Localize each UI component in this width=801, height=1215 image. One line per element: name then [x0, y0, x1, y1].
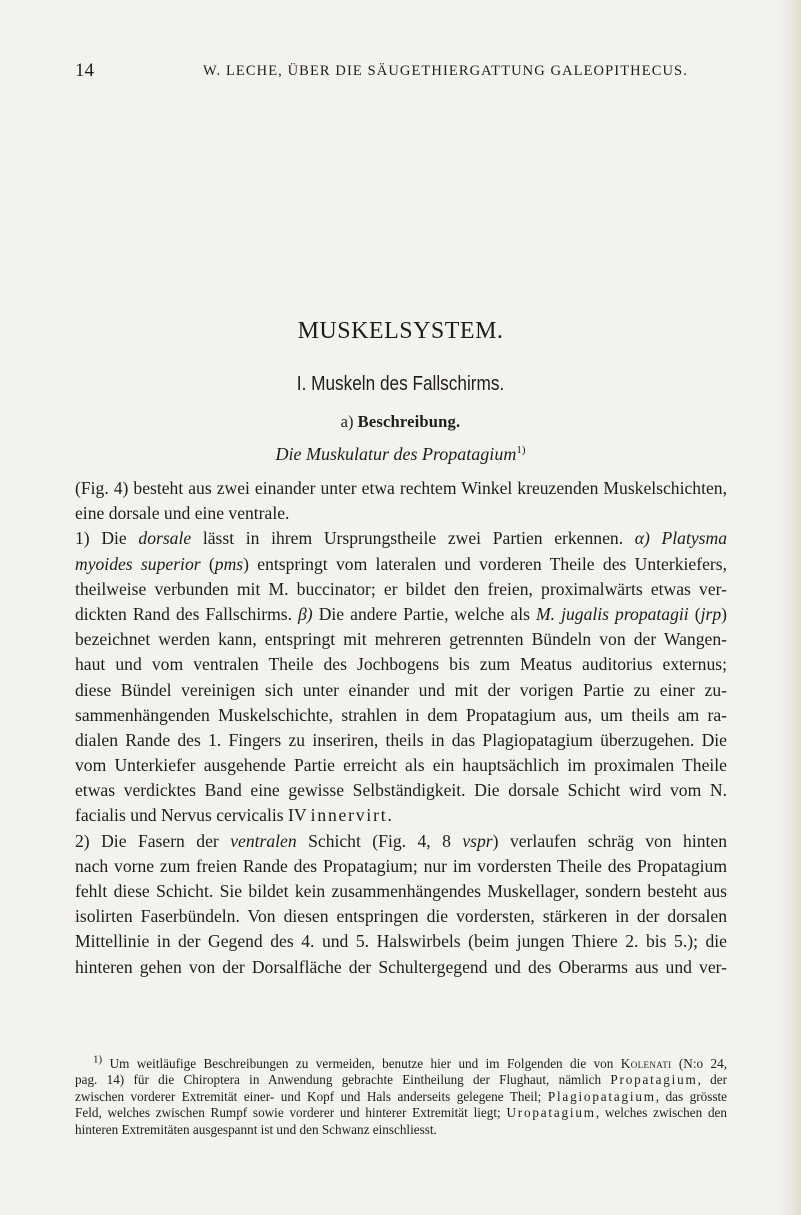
text-segment: sammenhängenden Muskelschichte, strahlen in dem Propatagium aus, um theils am ra- — [75, 704, 727, 725]
text-segment: diese Bündel vereinigen sich unter einander und mit der vorigen Partie zu einer zu- — [75, 679, 727, 700]
sub-heading-title: Beschreibung. — [357, 412, 461, 431]
body-line — [75, 577, 727, 602]
text-segment: ( — [688, 603, 701, 624]
body-line — [75, 955, 727, 980]
text-segment: theilweise verbunden mit M. buccinator; er bildet den freien, proximalwärts etwas ver- — [75, 578, 727, 599]
text-segment: vom Unterkiefer ausgehende Partie erreicht als ein hauptsächlich im proximalen Theile — [75, 755, 727, 776]
text-segment: Um weitläufige Beschreibungen zu vermeiden, benutze hier und im Folgenden die von — [102, 1056, 621, 1071]
text-segment: dorsale — [138, 528, 192, 549]
text-segment: jrp — [700, 603, 722, 624]
text-segment: Propatagium — [610, 1072, 698, 1088]
text-segment: innervirt. — [310, 805, 394, 826]
body-line — [75, 929, 727, 954]
text-segment: ) verlaufen schräg von hinten — [492, 830, 727, 851]
body-line — [75, 652, 727, 677]
body-line — [75, 829, 727, 854]
text-segment: Uropatagium — [506, 1105, 596, 1121]
text-segment: bezeichnet werden kann, entspringt mit mehreren getrennten Bündeln von der Wangen- — [75, 629, 727, 650]
footnote-line — [75, 1105, 727, 1121]
body-line — [75, 526, 727, 551]
text-segment: , der — [697, 1072, 727, 1088]
text-segment: dickten Rand des Fallschirms. — [75, 603, 299, 624]
text-segment: fehlt diese Schicht. Sie bildet kein zusammenhängendes Muskellager, sondern besteht aus — [75, 881, 727, 901]
body-line — [75, 803, 727, 828]
running-header — [75, 60, 726, 84]
footnote-line — [75, 1072, 727, 1088]
running-header-title: W. LECHE, ÜBER DIE SÄUGETHIERGATTUNG GALEOPITHECUS. — [203, 63, 688, 79]
footnote-line — [75, 1089, 727, 1105]
footnote — [75, 1053, 727, 1138]
body-line — [75, 476, 727, 501]
subsection-title: I. Muskeln des Fallschirms. — [296, 373, 505, 395]
text-segment: (N:o 24, — [671, 1056, 727, 1071]
body-line — [75, 879, 727, 904]
text-segment: Die andere Partie, welche als — [312, 603, 536, 624]
text-segment: zwischen vorderer Extremität einer- und Kopf und Hals anderseits gelegene Theil; — [75, 1088, 548, 1104]
text-segment: , welches zwischen den — [595, 1105, 727, 1121]
text-segment: pms — [214, 553, 244, 574]
text-segment: hinteren gehen von der Dorsalfläche der Schultergegend und des Oberarms aus und ver- — [75, 956, 727, 977]
body-line — [75, 552, 727, 577]
text-segment: ventralen — [230, 830, 297, 851]
body-line — [75, 703, 727, 728]
text-segment: α) Platysma — [634, 528, 727, 549]
text-segment: Mittellinie in der Gegend des 4. und 5. Halswirbels (beim jungen Thiere 2. bis 5.); die — [75, 931, 727, 952]
text-segment: 2) Die Fasern der — [75, 830, 231, 851]
text-segment: myoides superior — [75, 553, 201, 574]
page-number: 14 — [75, 60, 94, 81]
text-segment: Feld, welches zwischen Rumpf sowie vorderer und hinterer Extremität liegt; — [75, 1105, 507, 1121]
text-segment: facialis und Nervus cervicalis IV — [75, 805, 311, 826]
text-segment: haut und vom ventralen Theile des Jochbogens bis zum Meatus auditorius externus; — [75, 654, 727, 675]
text-segment: ) — [721, 603, 727, 624]
text-segment: 1) Die — [75, 528, 139, 549]
text-segment: ) entspringt vom lateralen und vorderen Theile des Unterkiefers, — [243, 553, 727, 574]
section-title: MUSKELSYSTEM. — [297, 318, 504, 344]
footnote-line — [75, 1122, 727, 1138]
footnote-line — [75, 1053, 727, 1072]
text-segment: hinteren Extremitäten ausgespannt ist und den Schwanz einschliesst. — [75, 1121, 437, 1137]
paragraph-heading — [0, 444, 801, 465]
body-line — [75, 753, 727, 778]
body-line — [75, 602, 727, 627]
text-segment: Kolenati — [620, 1056, 672, 1071]
page-edge-shading — [777, 0, 801, 1215]
body-line — [75, 778, 727, 803]
text-segment: β) — [298, 603, 313, 624]
paragraph-heading-text: Die Muskulatur des Propatagium — [275, 444, 517, 464]
text-segment: , das grösste — [655, 1088, 727, 1104]
text-segment: nach vorne zum freien Rande des Propatagium; nur im vordersten Theile des Propatagium — [75, 855, 727, 876]
text-segment: Plagiopatagium — [547, 1088, 656, 1104]
body-line — [75, 728, 727, 753]
footnote-reference: 1) — [516, 444, 526, 456]
text-segment: vspr — [462, 830, 493, 851]
body-line — [75, 904, 727, 929]
text-segment: (Fig. 4) besteht aus zwei einander unter etwa rechtem Winkel kreuzenden Muskelschichten, — [75, 478, 727, 498]
body-line — [75, 678, 727, 703]
body-line — [75, 627, 727, 652]
text-segment: M. jugalis propatagii — [536, 603, 689, 624]
sub-heading — [0, 412, 801, 432]
text-segment: etwas verdicktes Band eine gewisse Selbständigkeit. Die dorsale Schicht wird vom N. — [75, 780, 727, 801]
text-segment: eine dorsale und eine ventrale. — [75, 503, 290, 524]
text-segment: isolirten Faserbündeln. Von diesen entspringen die vordersten, stärkeren in der dorsalen — [75, 906, 727, 927]
text-segment: ( — [200, 553, 215, 574]
sub-heading-label: a) — [340, 412, 354, 431]
body-line — [75, 501, 727, 526]
footnote-number: 1) — [93, 1053, 103, 1066]
body-line — [75, 854, 727, 879]
text-segment: lässt in ihrem Ursprungstheile zwei Partien erkennen. — [191, 528, 635, 549]
text-segment: pag. 14) für die Chiroptera in Anwendung gebrachte Eintheilung der Flughaut, nämlich — [75, 1072, 611, 1088]
body-text — [75, 476, 727, 980]
text-segment: dialen Rande des 1. Fingers zu inseriren, theils in das Plagiopatagium überzugehen. Die — [75, 729, 727, 750]
text-segment: Schicht (Fig. 4, 8 — [296, 830, 463, 851]
